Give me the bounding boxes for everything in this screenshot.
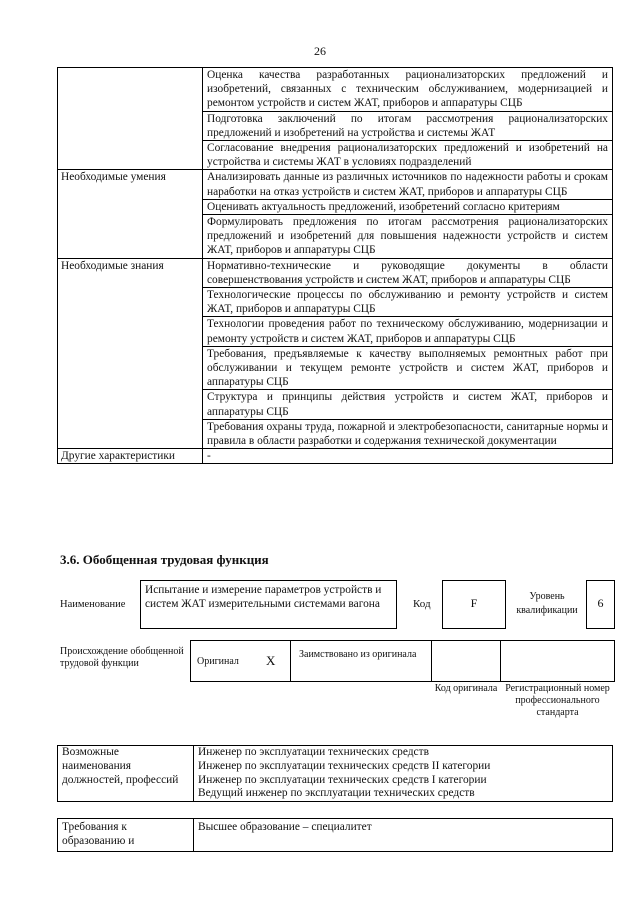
original-label: Оригинал [197,656,239,667]
row-text: Требования, предъявляемые к качеству выполняемых ремонтных работ при обслуживании и текущем ремонте устройств и систем ЖАТ, приборов и аппаратуры СЦБ [203,346,613,390]
code-original-caption: Код оригинала [434,683,498,694]
education-label: Требования к образованию и [58,819,194,852]
row-label [58,68,203,112]
table-row [58,419,613,448]
education-value: Высшее образование – специалитет [194,819,613,852]
table-row [58,215,613,259]
position-item: Инженер по эксплуатации технических средств II категории [198,759,491,772]
row-label [58,215,203,259]
code-label: Код [413,598,431,610]
row-label [58,199,203,214]
row-text: Нормативно-технические и руководящие документы в области совершенствования устройств и систем ЖАТ, приборов и аппаратуры СЦБ [203,258,613,287]
row-label [58,111,203,140]
position-item: Ведущий инженер по эксплуатации технических средств [198,787,475,800]
table-row [58,288,613,317]
row-text: Оценивать актуальность предложений, изобретений согласно критериям [203,199,613,214]
row-text: - [203,449,613,464]
section-heading: 3.6. Обобщенная трудовая функция [60,552,269,567]
borrowed-box [290,640,432,682]
reg-number-box [500,640,615,682]
row-label: Необходимые знания [58,258,203,287]
table-row [58,111,613,140]
row-text: Технологические процессы по обслуживанию и ремонту устройств и систем ЖАТ, приборов и аппаратуры СЦБ [203,288,613,317]
code-original-box [431,640,501,682]
row-text: Технологии проведения работ по техническому обслуживанию, модернизации и ремонту устройств и систем ЖАТ, приборов и аппаратуры СЦБ [203,317,613,346]
row-text: Согласование внедрения рационализаторских предложений и изобретений на устройства и системы ЖАТ в условиях подразделений [203,141,613,170]
origin-label: Происхождение обобщенной трудовой функции [60,646,184,669]
name-box [140,580,397,629]
page-number: 26 [314,44,326,58]
table-row [58,170,613,199]
row-text: Требования охраны труда, пожарной и электробезопасности, санитарные нормы и правила в области разработки и содержания технической документации [203,419,613,448]
positions-table [57,745,613,802]
row-label [58,317,203,346]
row-text: Структура и принципы действия устройств и систем ЖАТ, приборов и аппаратуры СЦБ [203,390,613,419]
row-label [58,141,203,170]
row-label: Необходимые умения [58,170,203,199]
row-label [58,419,203,448]
skills-knowledge-table [57,67,613,464]
table-row [58,346,613,390]
original-mark: X [266,653,276,668]
name-label: Наименование [60,599,126,610]
position-item: Инженер по эксплуатации технических средств I категории [198,773,487,786]
table-row [58,199,613,214]
reg-number-caption: Регистрационный номер профессионального стандарта [505,683,610,718]
row-text: Анализировать данные из различных источников по надежности работы и срокам наработки на отказ устройств и систем ЖАТ, приборов и аппаратуры СЦБ [203,170,613,199]
education-table [57,818,613,852]
positions-label: Возможные наименования должностей, профессий [58,746,194,802]
name-value: Испытание и измерение параметров устройств и систем ЖАТ измерительными системами вагона [145,584,382,610]
row-text: Оценка качества разработанных рационализаторских предложений и изобретений, связанных с техническим обслуживанием, модернизацией и ремонтом устройств и систем ЖАТ, приборов и аппаратуры СЦБ [203,68,613,112]
table-row [58,68,613,112]
table-row [58,141,613,170]
level-box [586,580,615,629]
row-text: Формулировать предложения по итогам рассмотрения рационализаторских предложений и изобретений для повышения надежности устройств и систем ЖАТ, приборов и аппаратуры СЦБ [203,215,613,259]
row-label [58,346,203,390]
table-row [58,317,613,346]
borrowed-label: Заимствовано из оригинала [299,649,417,660]
table-row [58,449,613,464]
original-box [190,640,291,682]
row-label [58,288,203,317]
table-row [58,258,613,287]
row-text: Подготовка заключений по итогам рассмотрения рационализаторских предложений и изобретений на устройства и системы ЖАТ [203,111,613,140]
code-box [442,580,506,629]
level-value: 6 [597,596,604,610]
positions-list [194,746,613,802]
row-label [58,390,203,419]
code-value: F [470,596,478,610]
level-label: Уровень квалификации [516,591,578,616]
row-label: Другие характеристики [58,449,203,464]
position-item: Инженер по эксплуатации технических средств [198,746,429,758]
table-row [58,390,613,419]
